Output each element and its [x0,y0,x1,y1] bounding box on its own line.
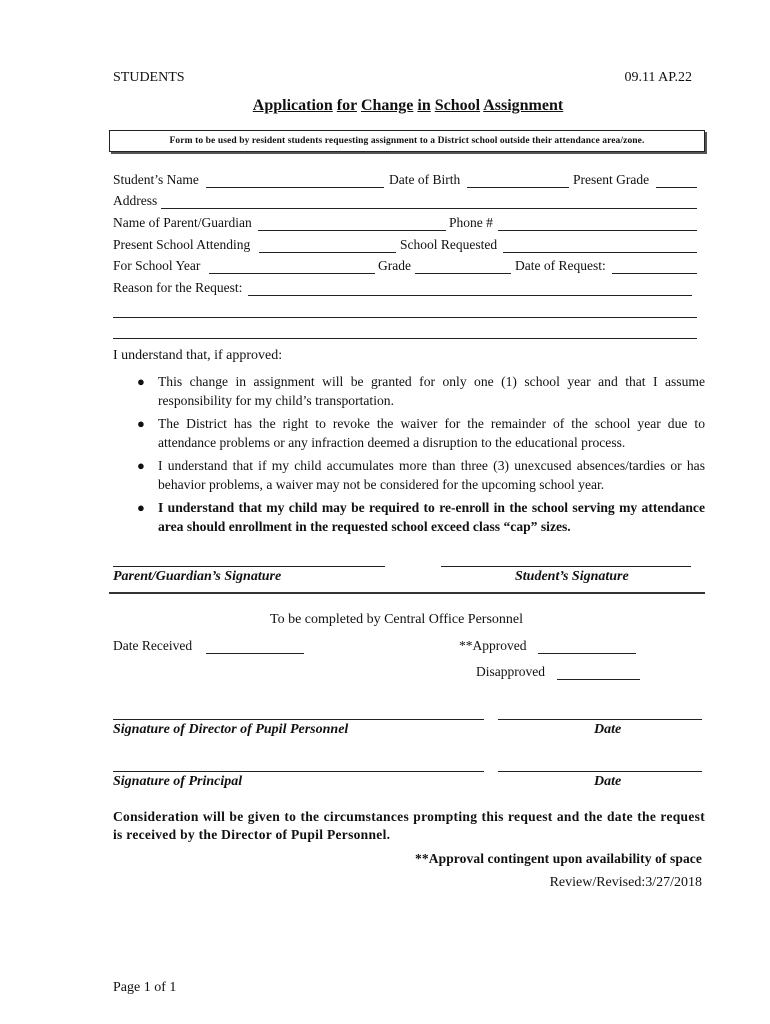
address-label: Address [113,193,158,208]
list-item: ● This change in assignment will be granted for only one (1) school year and that I assume responsibility for my child’s transportation. [137,374,705,408]
title-word: Assignment [483,97,564,114]
student-signature-field[interactable] [441,566,691,567]
present-grade-field[interactable] [656,187,697,188]
principal-date-label: Date [594,774,622,789]
terms-list [113,372,705,540]
section-label: STUDENTS [113,70,185,85]
phone-field[interactable] [498,230,697,231]
approved-label: **Approved [459,638,527,653]
approval-note: **Approval contingent upon availability of space [415,851,702,866]
parent-signature-label: Parent/Guardian’s Signature [113,569,282,584]
reason-field[interactable] [248,295,692,296]
page-title [0,97,770,115]
present-grade-label: Present Grade [573,172,650,187]
present-school-field[interactable] [259,252,396,253]
date-of-birth-label: Date of Birth [389,172,461,187]
principal-signature-field[interactable] [113,771,484,772]
director-date-field[interactable] [498,719,702,720]
list-item: ● I understand that my child may be required to re-enroll in the school serving my attendance area should enrollment in the requested school exceed class “cap” sizes. [137,500,705,534]
date-of-birth-field[interactable] [467,187,569,188]
present-school-label: Present School Attending [113,237,251,252]
title-word: Application [252,97,333,114]
bullet-icon: ● [137,416,145,431]
title-word: Change [360,97,414,114]
director-signature-label: Signature of Director of Pupil Personnel [113,722,349,737]
grade-label: Grade [378,258,411,273]
bullet-icon: ● [137,458,145,473]
director-signature-field[interactable] [113,719,484,720]
reason-field-line-3[interactable] [113,338,697,339]
title-word: for [336,97,357,114]
disapproved-label: Disapproved [476,664,545,679]
date-received-label: Date Received [113,638,193,653]
revised-date: Review/Revised:3/27/2018 [549,875,702,890]
student-signature-label: Student’s Signature [515,569,629,584]
school-requested-field[interactable] [503,252,697,253]
section-divider [109,592,705,594]
reason-field-line-2[interactable] [113,317,697,318]
office-heading: To be completed by Central Office Personnel [270,612,524,627]
school-year-field[interactable] [209,273,375,274]
director-date-label: Date [594,722,622,737]
disapproved-field[interactable] [557,679,640,680]
date-of-request-label: Date of Request: [515,258,606,273]
student-name-field[interactable] [206,187,384,188]
principal-date-field[interactable] [498,771,702,772]
date-received-field[interactable] [206,653,304,654]
consideration-note: Consideration will be given to the circumstances prompting this request and the date the request is received by the Director of Pupil Personnel. [113,809,705,842]
address-field[interactable] [161,208,697,209]
understand-intro: I understand that, if approved: [113,348,283,363]
policy-code: 09.11 AP.22 [624,70,692,85]
school-requested-label: School Requested [400,237,498,252]
approved-field[interactable] [538,653,636,654]
school-year-label: For School Year [113,258,201,273]
parent-signature-field[interactable] [113,566,385,567]
bullet-icon: ● [137,500,145,515]
title-word: in [417,97,431,114]
student-name-label: Student’s Name [113,172,199,187]
grade-field[interactable] [415,273,511,274]
reason-label: Reason for the Request: [113,280,243,295]
parent-name-label: Name of Parent/Guardian [113,215,252,230]
phone-label: Phone # [449,215,493,230]
bullet-icon: ● [137,374,145,389]
title-word: School [434,97,481,114]
date-of-request-field[interactable] [612,273,697,274]
list-item: ● The District has the right to revoke the waiver for the remainder of the school year due to attendance problems or any infraction deemed a disruption to the educational process. [137,416,705,450]
parent-name-field[interactable] [258,230,446,231]
form-purpose-box: Form to be used by resident students requesting assignment to a District school outside their attendance area/zone. [109,130,705,152]
list-item: ● I understand that if my child accumulates more than three (3) unexcused absences/tardies or has behavior problems, a waiver may not be considered for the upcoming school year. [137,458,705,492]
page-number: Page 1 of 1 [113,980,177,995]
principal-signature-label: Signature of Principal [113,774,243,789]
